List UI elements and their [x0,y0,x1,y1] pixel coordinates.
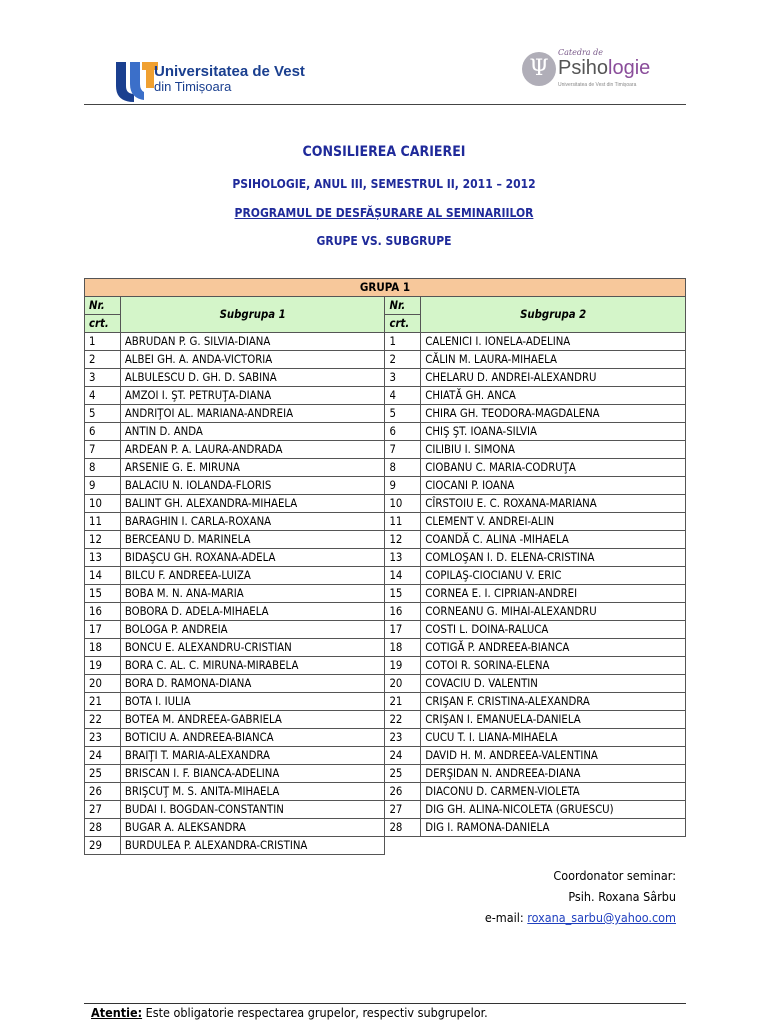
sub2-name-cell: CRIŞAN I. EMANUELA-DANIELA [421,711,686,729]
subgroup2-header: Subgrupa 2 [421,297,686,333]
email-link[interactable]: roxana_sarbu@yahoo.com [527,910,676,925]
sub1-nr-cell: 29 [85,837,121,855]
program-heading: PROGRAMUL DE DESFĂȘURARE AL SEMINARIILOR [234,206,534,220]
table-row [85,405,686,423]
table-row [85,675,686,693]
sub1-nr-cell: 7 [85,441,121,459]
sub2-name-cell: COTOI R. SORINA-ELENA [421,657,686,675]
sub1-nr-cell: 24 [85,747,121,765]
table-row [85,693,686,711]
sub1-nr-cell: 5 [85,405,121,423]
table-row [85,837,686,855]
sub2-nr-cell: 23 [385,729,421,747]
table-row [85,477,686,495]
sub2-nr-cell: 7 [385,441,421,459]
coordinator-email-line [485,907,676,928]
table-row [85,621,686,639]
table-row [85,711,686,729]
sub1-name-cell: ARDEAN P. A. LAURA-ANDRADA [120,441,385,459]
table-row [85,639,686,657]
table-row [85,387,686,405]
sub2-nr-cell: 6 [385,423,421,441]
psi-word-pre: Psiho [558,57,609,79]
sub1-name-cell: BARAGHIN I. CARLA-ROXANA [120,513,385,531]
sub1-nr-cell: 27 [85,801,121,819]
sub2-nr-cell: 25 [385,765,421,783]
sub2-name-cell: COMLOŞAN I. D. ELENA-CRISTINA [421,549,686,567]
sub1-nr-cell: 23 [85,729,121,747]
document-header [84,42,686,105]
sub1-name-cell: ALBULESCU D. GH. D. SABINA [120,369,385,387]
university-name [154,64,305,94]
footer-divider [84,1003,686,1004]
nr-header: Nr. [85,297,121,315]
sub1-name-cell: BOTA I. IULIA [120,693,385,711]
sub2-nr-cell: 10 [385,495,421,513]
sub1-nr-cell: 8 [85,459,121,477]
sub2-name-cell: DIACONU D. CARMEN-VIOLETA [421,783,686,801]
subgroup1-header: Subgrupa 1 [120,297,385,333]
sub1-nr-cell: 11 [85,513,121,531]
table-row [85,801,686,819]
sub2-nr-cell: 28 [385,819,421,837]
table-row [85,765,686,783]
sub2-name-cell: DERŞIDAN N. ANDREEA-DIANA [421,765,686,783]
empty-cell [385,837,686,855]
sub1-nr-cell: 20 [85,675,121,693]
sub2-nr-cell: 9 [385,477,421,495]
sub2-nr-cell: 12 [385,531,421,549]
sub1-name-cell: BRAIŢI T. MARIA-ALEXANDRA [120,747,385,765]
footer-note [91,1005,488,1020]
sub2-name-cell: COTIGĂ P. ANDREEA-BIANCA [421,639,686,657]
sub2-nr-cell: 15 [385,585,421,603]
sub2-name-cell: CIOBANU C. MARIA-CODRUŢA [421,459,686,477]
uvt-logo [114,54,334,102]
sub1-nr-cell: 10 [85,495,121,513]
coordinator-label: Coordonator seminar: [553,868,676,883]
sub1-name-cell: ALBEI GH. A. ANDA-VICTORIA [120,351,385,369]
sub1-nr-cell: 12 [85,531,121,549]
sub2-name-cell: CHIŞ ŞT. IOANA-SILVIA [421,423,686,441]
sub1-nr-cell: 6 [85,423,121,441]
sub1-nr-cell: 22 [85,711,121,729]
sub1-nr-cell: 17 [85,621,121,639]
sub2-name-cell: COPILAŞ-CIOCIANU V. ERIC [421,567,686,585]
table-row [85,441,686,459]
table-row [85,459,686,477]
sub2-nr-cell: 21 [385,693,421,711]
sub2-nr-cell: 17 [385,621,421,639]
sub2-name-cell: CIOCANI P. IOANA [421,477,686,495]
sub2-name-cell: CHIRA GH. TEODORA-MAGDALENA [421,405,686,423]
table-row [85,729,686,747]
table-row [85,513,686,531]
sub2-name-cell: DIG I. RAMONA-DANIELA [421,819,686,837]
table-row [85,603,686,621]
coordinator-block [485,865,676,928]
sub2-name-cell: COVACIU D. VALENTIN [421,675,686,693]
sub2-name-cell: DAVID H. M. ANDREEA-VALENTINA [421,747,686,765]
sub1-nr-cell: 4 [85,387,121,405]
sub2-nr-cell: 4 [385,387,421,405]
groups-heading: GRUPE VS. SUBGRUPE [316,234,452,248]
table-row [85,423,686,441]
sub1-name-cell: BILCU F. ANDREEA-LUIZA [120,567,385,585]
sub2-nr-cell: 3 [385,369,421,387]
sub2-name-cell: CORNEANU G. MIHAI-ALEXANDRU [421,603,686,621]
table-row [85,783,686,801]
sub2-nr-cell: 19 [385,657,421,675]
sub2-nr-cell: 18 [385,639,421,657]
table-row [85,351,686,369]
sub1-name-cell: BONCU E. ALEXANDRU-CRISTIAN [120,639,385,657]
uvt-logo-icon [114,58,158,102]
sub1-nr-cell: 3 [85,369,121,387]
sub2-nr-cell: 8 [385,459,421,477]
sub2-name-cell: CALENICI I. IONELA-ADELINA [421,333,686,351]
sub2-name-cell: CILIBIU I. SIMONA [421,441,686,459]
sub1-name-cell: ANDRIŢOI AL. MARIANA-ANDREIA [120,405,385,423]
sub2-nr-cell: 24 [385,747,421,765]
sub1-name-cell: BALINT GH. ALEXANDRA-MIHAELA [120,495,385,513]
footer-label: Atentie: [91,1005,143,1020]
sub1-name-cell: BUGAR A. ALEKSANDRA [120,819,385,837]
sub1-nr-cell: 18 [85,639,121,657]
table-row [85,819,686,837]
crt-header: crt. [385,315,421,333]
sub1-nr-cell: 28 [85,819,121,837]
nr-header: Nr. [385,297,421,315]
psi-icon: Ψ [522,52,556,86]
sub2-nr-cell: 22 [385,711,421,729]
sub2-nr-cell: 1 [385,333,421,351]
sub2-nr-cell: 13 [385,549,421,567]
sub2-name-cell: COANDĂ C. ALINA -MIHAELA [421,531,686,549]
sub2-nr-cell: 11 [385,513,421,531]
sub1-name-cell: BALACIU N. IOLANDA-FLORIS [120,477,385,495]
sub2-name-cell: CHIATĂ GH. ANCA [421,387,686,405]
sub1-name-cell: BOLOGA P. ANDREIA [120,621,385,639]
column-header-row [85,297,686,315]
psi-dept-label: Catedra de [558,48,603,57]
coordinator-name: Psih. Roxana Sârbu [568,889,676,904]
sub1-nr-cell: 26 [85,783,121,801]
sub1-name-cell: BRISCAN I. F. BIANCA-ADELINA [120,765,385,783]
sub2-nr-cell: 16 [385,603,421,621]
sub1-name-cell: ABRUDAN P. G. SILVIA-DIANA [120,333,385,351]
sub2-name-cell: CHELARU D. ANDREI-ALEXANDRU [421,369,686,387]
sub2-nr-cell: 20 [385,675,421,693]
sub2-nr-cell: 27 [385,801,421,819]
sub2-name-cell: CRIŞAN F. CRISTINA-ALEXANDRA [421,693,686,711]
table-row [85,369,686,387]
table-row [85,549,686,567]
sub1-nr-cell: 13 [85,549,121,567]
table-row [85,747,686,765]
sub1-name-cell: BOTICIU A. ANDREEA-BIANCA [120,729,385,747]
sub1-nr-cell: 2 [85,351,121,369]
sub2-name-cell: CÎRSTOIU E. C. ROXANA-MARIANA [421,495,686,513]
psihologie-logo [522,48,672,92]
sub1-name-cell: BERCEANU D. MARINELA [120,531,385,549]
sub2-name-cell: CĂLIN M. LAURA-MIHAELA [421,351,686,369]
groups-table [84,278,686,855]
sub1-name-cell: AMZOI I. ŞT. PETRUŢA-DIANA [120,387,385,405]
university-line2: din Timișoara [154,79,232,94]
sub2-name-cell: DIG GH. ALINA-NICOLETA (GRUESCU) [421,801,686,819]
sub1-name-cell: ARSENIE G. E. MIRUNA [120,459,385,477]
table-row [85,531,686,549]
psi-wordmark [558,57,650,80]
sub1-nr-cell: 25 [85,765,121,783]
crt-header: crt. [85,315,121,333]
table-row [85,495,686,513]
university-line1: Universitatea de Vest [154,63,305,80]
sub2-nr-cell: 2 [385,351,421,369]
sub2-nr-cell: 26 [385,783,421,801]
table-row [85,333,686,351]
sub1-nr-cell: 21 [85,693,121,711]
sub1-name-cell: BORA C. AL. C. MIRUNA-MIRABELA [120,657,385,675]
sub2-name-cell: CLEMENT V. ANDREI-ALIN [421,513,686,531]
table-row [85,567,686,585]
psi-subtitle: Universitatea de Vest din Timișoara [558,82,637,88]
table-row [85,585,686,603]
sub1-nr-cell: 14 [85,567,121,585]
sub1-name-cell: BOBORA D. ADELA-MIHAELA [120,603,385,621]
psi-word-post: logie [608,57,651,79]
sub1-nr-cell: 9 [85,477,121,495]
sub2-nr-cell: 5 [385,405,421,423]
sub2-name-cell: CORNEA E. I. CIPRIAN-ANDREI [421,585,686,603]
sub1-name-cell: BIDAŞCU GH. ROXANA-ADELA [120,549,385,567]
sub1-nr-cell: 1 [85,333,121,351]
sub1-name-cell: BURDULEA P. ALEXANDRA-CRISTINA [120,837,385,855]
document-title: CONSILIEREA CARIEREI [302,144,466,160]
course-info: PSIHOLOGIE, ANUL III, SEMESTRUL II, 2011 – 2012 [232,177,536,191]
table-row [85,657,686,675]
sub1-nr-cell: 19 [85,657,121,675]
footer-text: Este obligatorie respectarea grupelor, respectiv subgrupelor. [145,1005,488,1020]
email-label: e-mail: [484,910,524,925]
sub1-name-cell: BOTEA M. ANDREEA-GABRIELA [120,711,385,729]
sub1-name-cell: BRIŞCUŢ M. S. ANITA-MIHAELA [120,783,385,801]
sub1-name-cell: BUDAI I. BOGDAN-CONSTANTIN [120,801,385,819]
sub1-name-cell: ANTIN D. ANDA [120,423,385,441]
sub1-name-cell: BORA D. RAMONA-DIANA [120,675,385,693]
sub1-nr-cell: 16 [85,603,121,621]
sub1-nr-cell: 15 [85,585,121,603]
sub2-name-cell: COSTI L. DOINA-RALUCA [421,621,686,639]
group-title: GRUPA 1 [85,279,686,297]
group-header-row [85,279,686,297]
sub1-name-cell: BOBA M. N. ANA-MARIA [120,585,385,603]
sub2-name-cell: CUCU T. I. LIANA-MIHAELA [421,729,686,747]
sub2-nr-cell: 14 [385,567,421,585]
